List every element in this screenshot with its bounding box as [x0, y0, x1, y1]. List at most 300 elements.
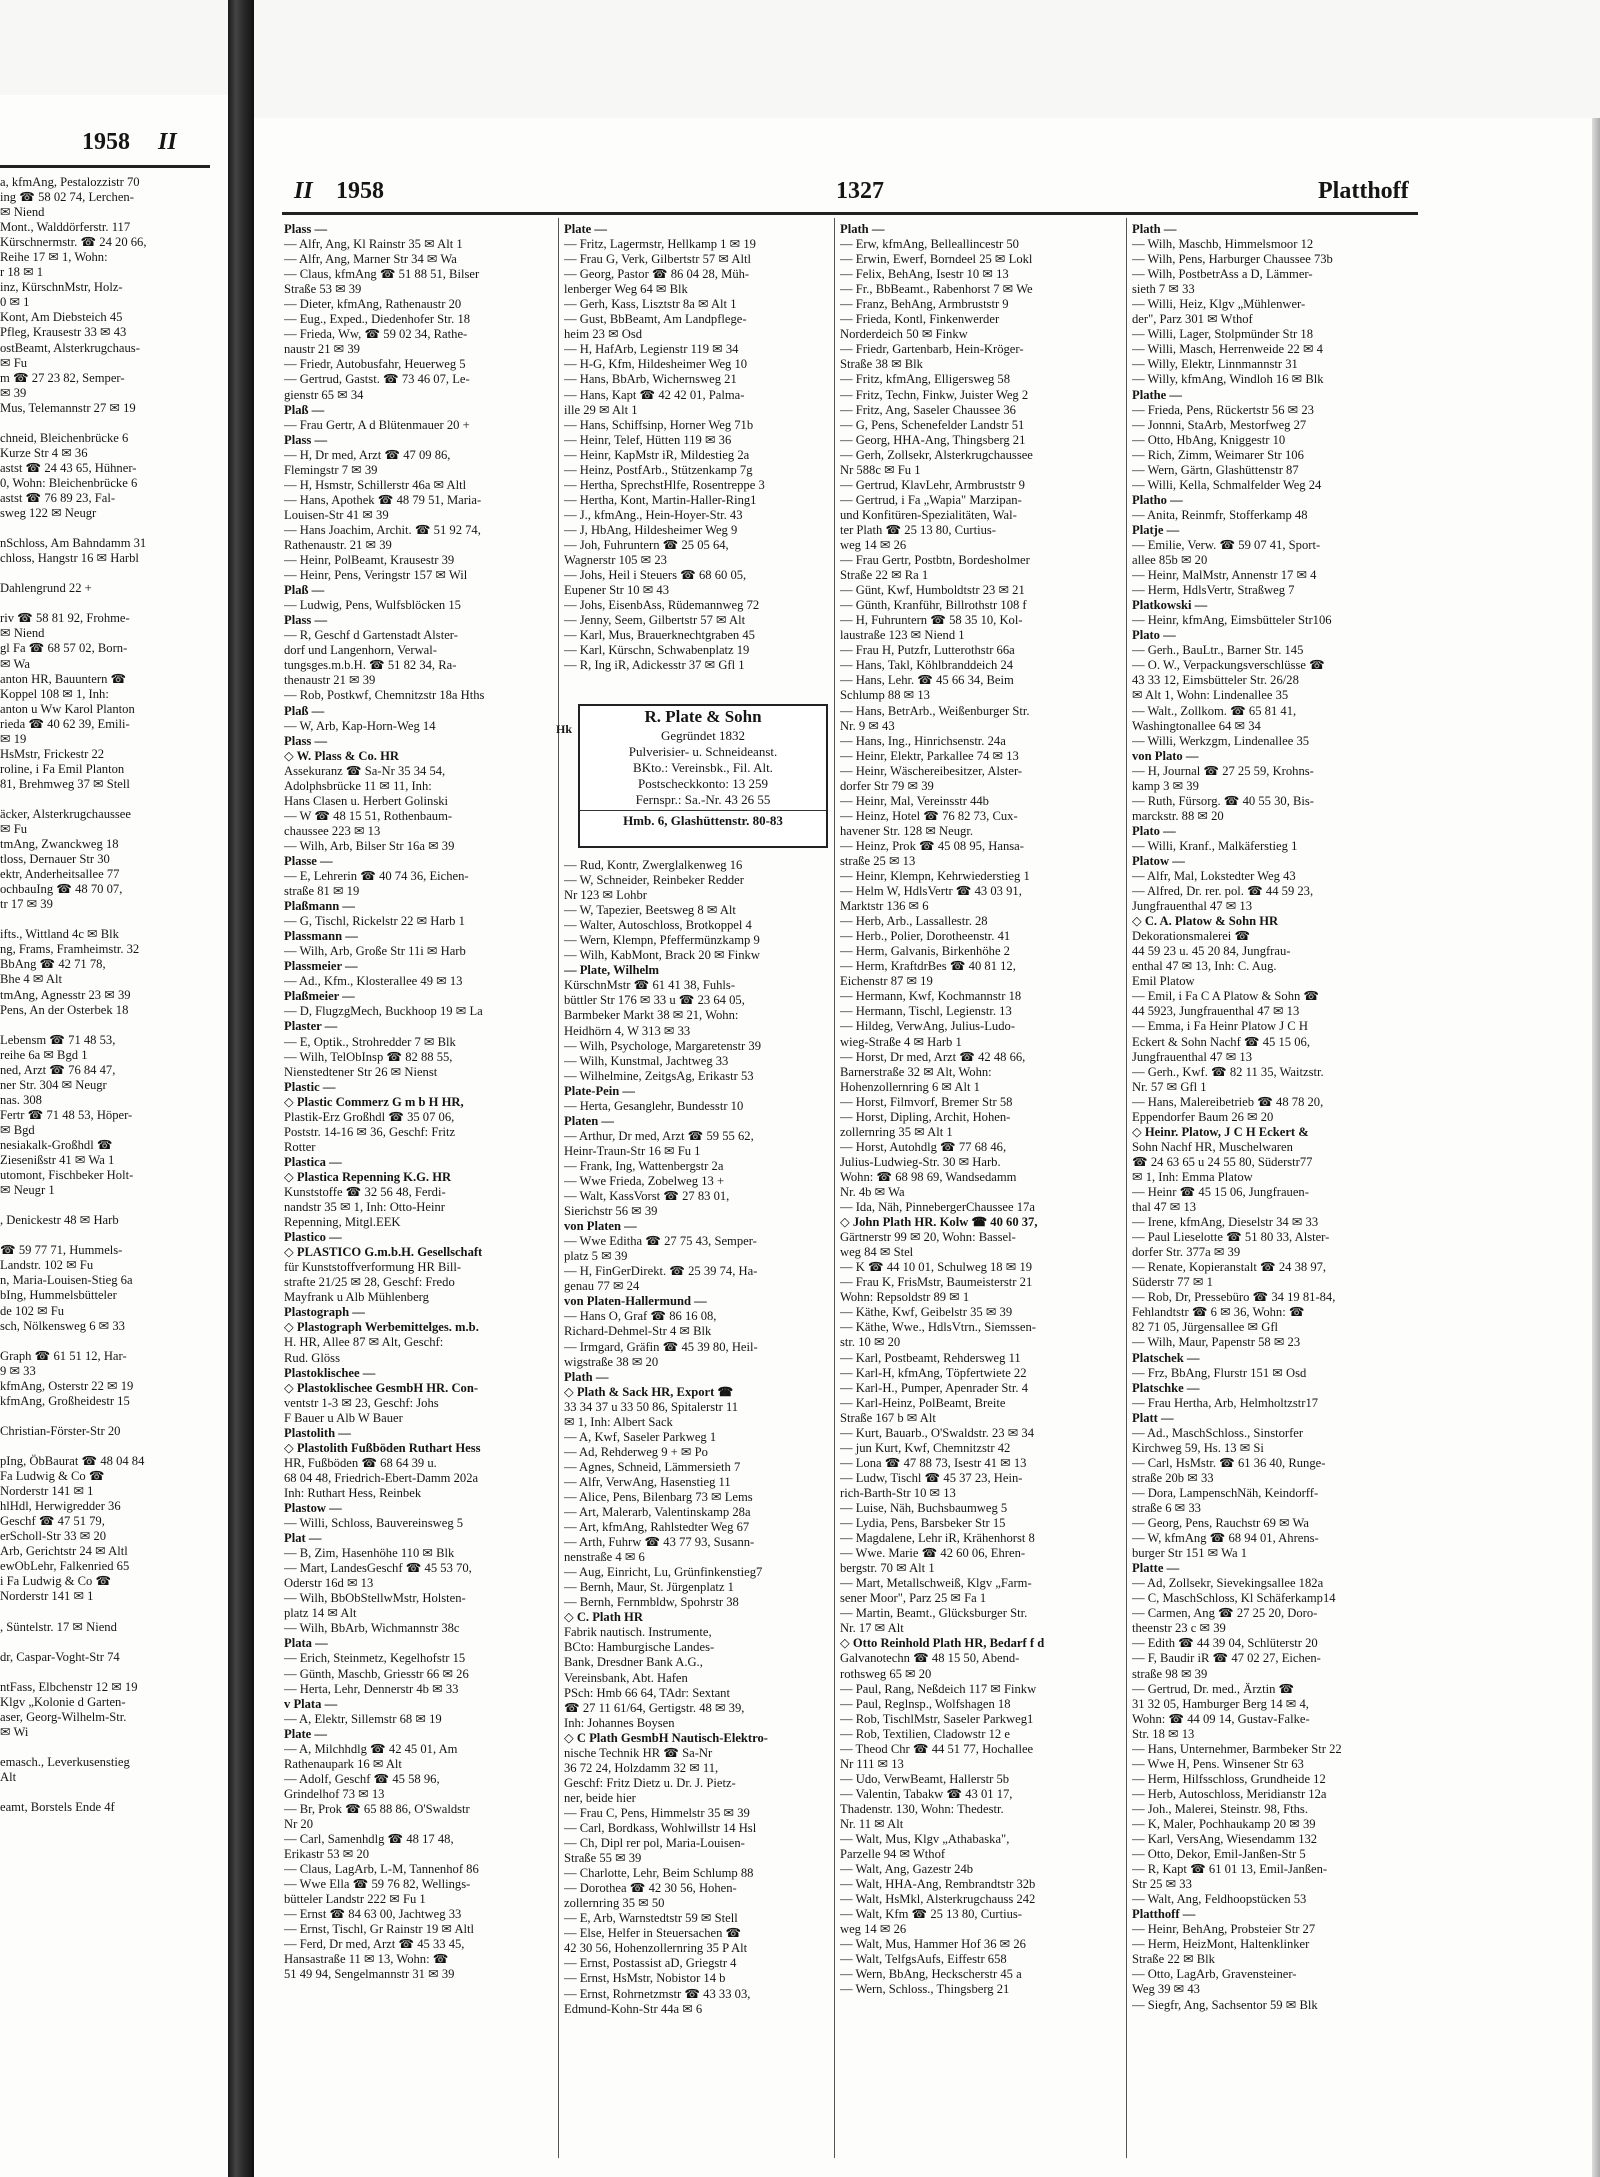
- directory-line: — Walt, TelfgsAufs, Eiffestr 658: [840, 1952, 1007, 1967]
- directory-line: — Erwin, Ewerf, Borndeel 25 ✉ Lokl: [840, 252, 1033, 267]
- directory-line: — Karl, Postbeamt, Rehdersweg 11: [840, 1350, 1021, 1365]
- directory-line: — Wilh, Psychologe, Margaretenstr 39: [564, 1038, 761, 1053]
- directory-line: Rud. Glöss: [284, 1350, 340, 1365]
- directory-line: — Wwe H, Pens. Winsener Str 63: [1132, 1756, 1304, 1771]
- directory-line: rieda ☎ 40 62 39, Emili-: [0, 716, 130, 731]
- directory-line: Wohn: ☎ 44 09 14, Gustav-Falke-: [1132, 1711, 1310, 1726]
- directory-line: 42 30 56, Hohenzollernring 35 P Alt: [564, 1941, 748, 1956]
- directory-line: — G, Pens, Schenefelder Landstr 51: [840, 417, 1025, 432]
- directory-line: der", Parz 301 ✉ Wthof: [1132, 312, 1253, 327]
- directory-line: utomont, Fischbeker Holt-: [0, 1168, 134, 1183]
- directory-line: n, Maria-Louisen-Stieg 6a: [0, 1273, 133, 1288]
- directory-line: — Herb, Arb., Lassallestr. 28: [840, 914, 988, 929]
- directory-line: Plastik-Erz Großhdl ☎ 35 07 06,: [284, 1109, 455, 1124]
- directory-line: Plath —: [840, 222, 885, 236]
- directory-line: Platthoff —: [1132, 1907, 1196, 1922]
- directory-line: Platt —: [1132, 1410, 1174, 1425]
- directory-line: Parzelle 94 ✉ Wthof: [840, 1847, 946, 1862]
- directory-line: ✉ Wa: [0, 656, 30, 671]
- directory-line: Nr. 17 ✉ Alt: [840, 1621, 904, 1636]
- directory-line: — Walt, HsMkl, Alsterkrugchauss 242: [840, 1892, 1036, 1907]
- directory-line: — Willi, Kranf., Malkäferstieg 1: [1132, 838, 1298, 853]
- directory-line: Pens, An der Osterbek 18: [0, 1002, 129, 1017]
- directory-line: — Frau Gertr, A d Blütenmauer 20 +: [284, 417, 470, 432]
- directory-line: — Frau Hertha, Arb, Helmholtzstr17: [1132, 1395, 1319, 1410]
- directory-line: naustr 21 ✉ 39: [284, 342, 360, 357]
- book-gutter: [228, 0, 254, 2177]
- directory-line: — Alfr, Ang, Kl Rainstr 35 ✉ Alt 1: [284, 237, 463, 252]
- directory-line: Edmund-Kohn-Str 44a ✉ 6: [564, 2001, 703, 2016]
- directory-line: Plastica —: [284, 1154, 342, 1169]
- directory-line: astst ☎ 76 89 23, Fal-: [0, 490, 116, 505]
- directory-line: ✉ 1, Inh: Emma Platow: [1132, 1169, 1253, 1184]
- directory-line: [0, 1439, 210, 1454]
- directory-line: Koppel 108 ✉ 1, Inh:: [0, 686, 109, 701]
- directory-line: Plate —: [564, 222, 608, 236]
- ad-line-3: Postscheckkonto: 13 259: [638, 776, 768, 791]
- directory-line: pIng, ÖbBaurat ☎ 48 04 84: [0, 1453, 145, 1468]
- directory-line: — Herb., Polier, Dorotheenstr. 41: [840, 929, 1011, 944]
- directory-line: — Käthe, Wwe., HdlsVtrn., Siemssen-: [840, 1320, 1036, 1335]
- directory-line: 44 5923, Jungfrauenthal 47 ✉ 13: [1132, 1004, 1300, 1019]
- directory-line: sch, Nölkensweg 6 ✉ 33: [0, 1318, 125, 1333]
- directory-line: — Günth, Maschb, Griesstr 66 ✉ 26: [284, 1666, 469, 1681]
- directory-line: [0, 416, 210, 431]
- directory-line: — Günt, Kwf, Humboldtstr 23 ✉ 21: [840, 583, 1025, 598]
- directory-line: — Wwe Editha ☎ 27 75 43, Semper-: [564, 1234, 757, 1249]
- directory-line: — Ch, Dipl rer pol, Maria-Louisen-: [564, 1836, 745, 1851]
- directory-line: bIng, Hummelsbütteler: [0, 1288, 117, 1303]
- directory-line: — Herm, KraftdrBes ☎ 40 81 12,: [840, 959, 1016, 974]
- directory-line: — Bernh, Maur, St. Jürgenplatz 1: [564, 1580, 734, 1595]
- directory-line: tmAng, Zwanckweg 18: [0, 837, 119, 852]
- directory-line: Plathe —: [1132, 387, 1183, 402]
- directory-line: von Platen —: [564, 1219, 637, 1234]
- directory-line: — W, Schneider, Reinbeker Redder: [564, 873, 744, 888]
- directory-line: — Kurt, Bauarb., O'Swaldstr. 23 ✉ 34: [840, 1425, 1035, 1440]
- directory-line: — W, Arb, Kap-Horn-Weg 14: [284, 718, 436, 733]
- directory-line: Nr. 57 ✉ Gfl 1: [1132, 1079, 1207, 1094]
- directory-line: Plato —: [1132, 823, 1176, 838]
- directory-line: straße 6 ✉ 33: [1132, 1500, 1201, 1515]
- directory-line: straße 98 ✉ 39: [1132, 1666, 1208, 1681]
- directory-line: — Wern, BbAng, Heckscherstr 45 a: [840, 1967, 1022, 1982]
- directory-line: BbAng ☎ 42 71 78,: [0, 957, 106, 972]
- directory-line: — Willy, kfmAng, Windloh 16 ✉ Blk: [1132, 372, 1324, 387]
- directory-line: — Wilh, Maur, Papenstr 58 ✉ 23: [1132, 1335, 1301, 1350]
- directory-line: Landstr. 102 ✉ Fu: [0, 1258, 94, 1273]
- directory-line: kfmAng, Großheidestr 15: [0, 1393, 130, 1408]
- directory-line: Geschf: Fritz Dietz u. Dr. J. Pietz-: [564, 1775, 736, 1790]
- directory-line: — W, Tapezier, Beetsweg 8 ✉ Alt: [564, 903, 736, 918]
- directory-line: ◇ Otto Reinhold Plath HR, Bedarf f d: [840, 1636, 1045, 1651]
- directory-line: Nr 20: [284, 1816, 314, 1831]
- directory-line: Kirchweg 59, Hs. 13 ✉ Si: [1132, 1440, 1264, 1455]
- directory-line: — Plate, Wilhelm: [564, 963, 660, 978]
- directory-line: — Hertha, Kont, Martin-Haller-Ring1: [564, 492, 757, 507]
- directory-line: chneid, Bleichenbrücke 6: [0, 430, 129, 445]
- directory-line: — Hans Joachim, Archit. ☎ 51 92 74,: [284, 522, 481, 537]
- directory-line: — Eug., Exped., Diedenhofer Str. 18: [284, 312, 471, 327]
- directory-line: Fehlandtstr ☎ 6 ✉ 36, Wohn: ☎: [1132, 1305, 1305, 1320]
- directory-line: Plass —: [284, 613, 328, 628]
- directory-line: und Konfitüren-Spezialitäten, Wal-: [840, 507, 1017, 522]
- directory-line: — Willi, Masch, Herrenweide 22 ✉ 4: [1132, 342, 1323, 357]
- directory-line: — Gertrud, i Fa „Wapia" Marzipan-: [840, 492, 1022, 507]
- directory-line: — Fr., BbBeamt., Rabenhorst 7 ✉ We: [840, 282, 1033, 297]
- directory-line: Erikastr 53 ✉ 20: [284, 1847, 370, 1862]
- directory-line: — Frieda, Kontl, Finkenwerder: [840, 312, 1000, 327]
- directory-line: — Erich, Steinmetz, Kegelhofstr 15: [284, 1651, 466, 1666]
- directory-line: ✉ Niend: [0, 205, 45, 220]
- directory-line: — Paul Lieselotte ☎ 51 80 33, Alster-: [1132, 1230, 1330, 1245]
- directory-line: gl Fa ☎ 68 57 02, Born-: [0, 641, 128, 656]
- directory-line: — Günth, Kranführ, Billrothstr 108 f: [840, 598, 1027, 613]
- directory-line: Rathenaustr. 21 ✉ 39: [284, 537, 392, 552]
- directory-line: Alt: [0, 1769, 17, 1784]
- directory-line: — Wilhelmine, ZeitgsAg, Erikastr 53: [564, 1068, 754, 1083]
- directory-line: 0 ✉ 1: [0, 295, 30, 310]
- directory-line: — Herm, HdlsVertr, Straßweg 7: [1132, 583, 1295, 598]
- directory-line: Oderstr 16d ✉ 13: [284, 1576, 374, 1591]
- directory-line: burger Str 151 ✉ Wa 1: [1132, 1546, 1248, 1561]
- directory-line: — Agnes, Schneid, Lämmersieth 7: [564, 1459, 741, 1474]
- page-edge: [1592, 118, 1600, 2177]
- directory-line: ✉ 39: [0, 385, 27, 400]
- directory-line: Wohn: ☎ 68 98 69, Wandsedamm: [840, 1169, 1017, 1184]
- directory-line: — Wwe Ella ☎ 59 76 82, Wellings-: [284, 1877, 471, 1892]
- directory-line: Richard-Dehmel-Str 4 ✉ Blk: [564, 1324, 712, 1339]
- directory-line: — Ad, Rehderweg 9 + ✉ Po: [564, 1444, 708, 1459]
- directory-line: kfmAng, Osterstr 22 ✉ 19: [0, 1378, 134, 1393]
- directory-line: platz 5 ✉ 39: [564, 1249, 628, 1264]
- directory-line: — Willi, Werkzgm, Lindenallee 35: [1132, 733, 1310, 748]
- directory-line: von Platen-Hallermund —: [564, 1294, 707, 1309]
- directory-line: weg 14 ✉ 26: [840, 1922, 907, 1937]
- directory-line: — Otto, Dekor, Emil-Janßen-Str 5: [1132, 1847, 1306, 1862]
- directory-line: ◇ Plastoklischee GesmbH HR. Con-: [284, 1380, 479, 1395]
- directory-line: — Horst, Filmvorf, Bremer Str 58: [840, 1094, 1013, 1109]
- directory-line: — Felix, BehAng, Isestr 10 ✉ 13: [840, 267, 1009, 282]
- directory-line: — Heinr, MalMstr, Annenstr 17 ✉ 4: [1132, 568, 1317, 583]
- directory-line: Plaßmann —: [284, 899, 356, 914]
- directory-line: [0, 912, 210, 927]
- directory-line: Graph ☎ 61 51 12, Har-: [0, 1348, 127, 1363]
- directory-line: — Friedr, Gartenbarb, Hein-Kröger-: [840, 342, 1024, 357]
- directory-line: — Carl, HsMstr. ☎ 61 36 40, Runge-: [1132, 1455, 1326, 1470]
- directory-line: — Alfr, VerwAng, Hasenstieg 11: [564, 1474, 731, 1489]
- directory-line: — Willi, Lager, Stolpmünder Str 18: [1132, 327, 1313, 342]
- directory-line: — Heinr, BehAng, Probsteier Str 27: [1132, 1922, 1316, 1937]
- directory-line: — Frank, Ing, Wattenbergstr 2a: [564, 1158, 724, 1173]
- directory-line: — Jonnni, StaArb, Mestorfweg 27: [1132, 417, 1307, 432]
- directory-line: 9 ✉ 33: [0, 1363, 36, 1378]
- directory-line: emasch., Leverkusenstieg: [0, 1754, 130, 1769]
- directory-line: Inh: Johannes Boysen: [564, 1715, 675, 1730]
- directory-line: Lebensm ☎ 71 48 53,: [0, 1032, 116, 1047]
- directory-line: Plato —: [1132, 628, 1176, 643]
- directory-line: Flemingstr 7 ✉ 39: [284, 462, 378, 477]
- directory-line: Dahlengrund 22 +: [0, 581, 92, 596]
- directory-line: platz 14 ✉ Alt: [284, 1606, 357, 1621]
- directory-line: astst ☎ 24 43 65, Hühner-: [0, 460, 137, 475]
- directory-line: Plasse —: [284, 853, 333, 868]
- directory-line: — Hermann, Kwf, Kochmannstr 18: [840, 989, 1022, 1004]
- directory-line: 0, Wohn: Bleichenbrücke 6: [0, 475, 138, 490]
- directory-line: — Rich, Zimm, Weimarer Str 106: [1132, 447, 1304, 462]
- left-page-header-rule: [0, 165, 210, 168]
- ad-line-1: Pulverisier- u. Schneideanst.: [628, 744, 778, 759]
- directory-line: Sohn Nachf HR, Muschelwaren: [1132, 1139, 1293, 1154]
- directory-line: kamp 3 ✉ 39: [1132, 778, 1199, 793]
- directory-line: 81, Brehmweg 37 ✉ Stell: [0, 776, 130, 791]
- directory-line: Eckert & Sohn Nachf ☎ 45 15 06,: [1132, 1034, 1310, 1049]
- directory-line: roline, i Fa Emil Planton: [0, 761, 125, 776]
- directory-line: 51 49 94, Sengelmannstr 31 ✉ 39: [284, 1967, 455, 1982]
- directory-line: — K, Maler, Pochhaukamp 20 ✉ 39: [1132, 1816, 1316, 1831]
- directory-line: — Herm, Hilfsschloss, Grundheide 12: [1132, 1771, 1326, 1786]
- directory-line: — Heinz, PostfArb., Stützenkamp 7g: [564, 462, 753, 477]
- directory-line: Str. 18 ✉ 13: [1132, 1726, 1195, 1741]
- directory-line: nesiakalk-Großhdl ☎: [0, 1138, 113, 1152]
- ad-title: R. Plate & Sohn: [644, 707, 762, 726]
- directory-line: sweg 122 ✉ Neugr: [0, 506, 97, 521]
- directory-line: — Rob, TischlMstr, Saseler Parkweg1: [840, 1711, 1034, 1726]
- directory-line: thenaustr 21 ✉ 39: [284, 673, 376, 688]
- directory-line: — Irene, kfmAng, Dieselstr 34 ✉ 33: [1132, 1215, 1319, 1230]
- directory-line: — Heinr ☎ 45 15 06, Jungfrauen-: [1132, 1185, 1309, 1199]
- directory-line: — Ruth, Fürsorg. ☎ 40 55 30, Bis-: [1132, 793, 1314, 808]
- directory-line: ✉ Fu: [0, 822, 28, 837]
- directory-line: — Heinr, Elektr, Parkallee 74 ✉ 13: [840, 748, 1019, 763]
- directory-line: Galvanotechn ☎ 48 15 50, Abend-: [840, 1651, 1020, 1666]
- directory-line: — Ernst, Tischl, Gr Rainstr 19 ✉ Altl: [284, 1922, 475, 1937]
- directory-line: ventstr 1-3 ✉ 23, Geschf: Johs: [284, 1395, 439, 1410]
- directory-line: — Ernst, Rohrnetzmstr ☎ 43 33 03,: [564, 1986, 751, 2001]
- directory-line: — Heinr, Klempn, Kehrwiederstieg 1: [840, 869, 1030, 884]
- directory-line: 44 59 23 u. 45 20 84, Jungfrau-: [1132, 944, 1291, 959]
- directory-line: nSchloss, Am Bahndamm 31: [0, 536, 147, 551]
- directory-line: — Gerh., BauLtr., Barner Str. 145: [1132, 643, 1304, 658]
- directory-line: — Hans, BetrArb., Weißenburger Str.: [840, 703, 1030, 718]
- directory-line: — Walt, HHA-Ang, Rembrandtstr 32b: [840, 1877, 1036, 1892]
- directory-line: — H, FinGerDirekt. ☎ 25 39 74, Ha-: [564, 1264, 758, 1279]
- directory-line: — E, Lehrerin ☎ 40 74 36, Eichen-: [284, 869, 469, 884]
- directory-line: — Ludw, Tischl ☎ 45 37 23, Hein-: [840, 1470, 1023, 1485]
- left-page: [0, 95, 228, 2177]
- directory-line: — Willi, Heiz, Klgv „Mühlenwer-: [1132, 297, 1306, 312]
- directory-line: — Wilh, Pens, Harburger Chaussee 73b: [1132, 252, 1333, 267]
- directory-line: — Mart, LandesGeschf ☎ 45 53 70,: [284, 1561, 472, 1576]
- directory-line: Platte —: [1132, 1561, 1180, 1576]
- column-4: [1132, 222, 1422, 2157]
- directory-line: — Siegfr, Ang, Sachsentor 59 ✉ Blk: [1132, 1997, 1318, 2012]
- directory-line: — Heinr, Mal, Vereinsstr 44b: [840, 793, 989, 808]
- directory-line: — Heinr, KapMstr iR, Mildestieg 2a: [564, 447, 750, 462]
- directory-line: ned, Arzt ☎ 76 84 47,: [0, 1062, 116, 1077]
- directory-line: Julius-Ludwieg-Str. 30 ✉ Harb.: [840, 1154, 1001, 1169]
- directory-line: Kont, Am Diebsteich 45: [0, 310, 123, 325]
- column-divider: [834, 218, 835, 2158]
- directory-line: PSch: Hmb 66 64, TAdr: Sextant: [564, 1685, 730, 1700]
- directory-line: — H, HafArb, Legienstr 119 ✉ 34: [564, 342, 739, 357]
- directory-line: — Fritz, Lagermstr, Hellkamp 1 ✉ 19: [564, 237, 756, 252]
- directory-line: heim 23 ✉ Osd: [564, 327, 643, 342]
- directory-line: ✉ Wi: [0, 1724, 29, 1739]
- directory-line: — B, Zim, Hasenhöhe 110 ✉ Blk: [284, 1546, 455, 1561]
- directory-line: — Walt, Mus, Hammer Hof 36 ✉ 26: [840, 1937, 1026, 1952]
- directory-line: zollernring 35 ✉ 50: [564, 1896, 665, 1911]
- directory-line: — Karl-Heinz, PolBeamt, Breite: [840, 1395, 1006, 1410]
- directory-line: Straße 22 ✉ Ra 1: [840, 568, 929, 583]
- directory-line: ◇ Heinr. Platow, J C H Eckert &: [1132, 1124, 1309, 1139]
- directory-line: ✉ Neugr 1: [0, 1183, 55, 1198]
- directory-line: Kurze Str 4 ✉ 36: [0, 445, 88, 460]
- directory-line: tungsges.m.b.H. ☎ 51 82 34, Ra-: [284, 658, 457, 673]
- directory-line: erScholl-Str 33 ✉ 20: [0, 1529, 107, 1544]
- directory-line: — Frau K, FrisMstr, Baumeisterstr 21: [840, 1275, 1033, 1290]
- directory-line: — Johs, Heil i Steuers ☎ 68 60 05,: [564, 568, 747, 583]
- directory-line: — Joh., Malerei, Steinstr. 98, Fths.: [1132, 1801, 1308, 1816]
- directory-line: Plastograph —: [284, 1305, 365, 1320]
- directory-line: — Wwe. Marie ☎ 42 60 06, Ehren-: [840, 1546, 1026, 1561]
- directory-line: — Valentin, Tabakw ☎ 43 01 17,: [840, 1786, 1013, 1801]
- directory-line: Plath —: [564, 1369, 609, 1384]
- directory-line: ◇ Plath & Sack HR, Export ☎: [564, 1384, 734, 1399]
- directory-line: — Ad., Kfm., Klosterallee 49 ✉ 13: [284, 974, 463, 989]
- directory-line: — H, Fuhruntern ☎ 58 35 10, Kol-: [840, 613, 1023, 628]
- directory-line: — Frieda, Pens, Rückertstr 56 ✉ 23: [1132, 402, 1314, 417]
- directory-line: Plastic —: [284, 1079, 336, 1094]
- directory-line: nenstraße 4 ✉ 6: [564, 1550, 645, 1565]
- directory-line: — Frau Gertr, Postbtn, Bordesholmer: [840, 553, 1030, 568]
- directory-line: — Gerh, Zollsekr, Alsterkrugchaussee: [840, 447, 1033, 462]
- directory-line: — Helm W, HdlsVertr ☎ 43 03 91,: [840, 884, 1022, 899]
- directory-line: Schlump 88 ✉ 13: [840, 688, 930, 703]
- directory-line: de 102 ✉ Fu: [0, 1303, 65, 1318]
- directory-line: nandstr 35 ✉ 1, Inh: Otto-Heinr: [284, 1200, 445, 1215]
- directory-line: Straße 55 ✉ 39: [564, 1851, 642, 1866]
- directory-line: ✉ Fu: [0, 355, 28, 370]
- directory-line: — Wern, Klempn, Pfeffermünzkamp 9: [564, 933, 760, 948]
- directory-line: m ☎ 27 23 82, Semper-: [0, 370, 125, 385]
- ad-line-2: BKto.: Vereinsbk., Fil. Alt.: [633, 760, 773, 775]
- directory-line: Weg 39 ✉ 43: [1132, 1982, 1200, 1997]
- directory-line: Straße 22 ✉ Blk: [1132, 1952, 1215, 1967]
- directory-line: straße 20b ✉ 33: [1132, 1470, 1214, 1485]
- directory-line: — Willi, Schloss, Bauvereinsweg 5: [284, 1516, 464, 1531]
- directory-line: — Walt, Ang, Feldhoopstücken 53: [1132, 1892, 1307, 1907]
- directory-line: ochbauIng ☎ 48 70 07,: [0, 882, 123, 897]
- directory-line: Plaß —: [284, 703, 325, 718]
- directory-line: thal 47 ✉ 13: [1132, 1200, 1197, 1215]
- directory-line: — Ludwig, Pens, Wulfsblöcken 15: [284, 598, 461, 613]
- directory-line: — Mart, Metallschweiß, Klgv „Farm-: [840, 1576, 1032, 1591]
- directory-line: marckstr. 88 ✉ 20: [1132, 808, 1224, 823]
- directory-line: Fabrik nautisch. Instrumente,: [564, 1625, 712, 1640]
- directory-line: ✉ Alt 1, Wohn: Lindenallee 35: [1132, 688, 1289, 703]
- directory-line: r 18 ✉ 1: [0, 265, 44, 280]
- directory-line: Bank, Dresdner Bank A.G.,: [564, 1655, 703, 1670]
- directory-line: Norderstr 141 ✉ 1: [0, 1589, 94, 1604]
- directory-line: ◇ Plastica Repenning K.G. HR: [284, 1169, 452, 1184]
- directory-line: äcker, Alsterkrugchaussee: [0, 806, 131, 821]
- directory-line: — Alfr, Mal, Lokstedter Weg 43: [1132, 869, 1296, 884]
- directory-line: ostBeamt, Alsterkrugchaus-: [0, 340, 140, 355]
- directory-line: straße 81 ✉ 19: [284, 884, 360, 899]
- directory-line: — Franz, BehAng, Armbruststr 9: [840, 297, 1009, 312]
- directory-line: — Wilh, BbObStellwMstr, Holsten-: [284, 1591, 466, 1606]
- directory-line: [0, 1785, 210, 1800]
- directory-line: — Frau G, Verk, Gilbertstr 57 ✉ Altl: [564, 252, 751, 267]
- directory-line: — Hans, Lehr. ☎ 45 66 34, Beim: [840, 673, 1014, 688]
- directory-line: — Heinz, Prok ☎ 45 08 95, Hansa-: [840, 838, 1024, 853]
- directory-line: — Joh, Fuhruntern ☎ 25 05 64,: [564, 537, 729, 552]
- header-running-name: Platthoff: [1318, 178, 1409, 204]
- directory-line: Nr 123 ✉ Lohbr: [564, 888, 647, 903]
- directory-line: Hansastraße 11 ✉ 13, Wohn: ☎: [284, 1952, 449, 1967]
- directory-line: — Ferd, Dr med, Arzt ☎ 45 33 45,: [284, 1937, 465, 1952]
- directory-line: — Irmgard, Gräfin ☎ 45 39 80, Heil-: [564, 1339, 758, 1354]
- directory-line: Platow —: [1132, 853, 1185, 868]
- directory-line: — Wilh, PostbetrAss a D, Lämmer-: [1132, 267, 1313, 282]
- directory-line: — A, Elektr, Sillemstr 68 ✉ 19: [284, 1711, 442, 1726]
- directory-line: [0, 1665, 210, 1680]
- directory-line: — Gust, BbBeamt, Am Landpflege-: [564, 312, 747, 327]
- directory-line: Mayfrank u Alb Mühlenberg: [284, 1290, 429, 1305]
- directory-line: — Hans, Kapt ☎ 42 42 01, Palma-: [564, 387, 745, 402]
- directory-line: Eichenstr 87 ✉ 19: [840, 974, 933, 989]
- directory-line: ifts., Wittland 4c ✉ Blk: [0, 927, 119, 942]
- directory-line: für Kunststoffverformung HR Bill-: [284, 1260, 462, 1275]
- directory-line: — J, HbAng, Hildesheimer Weg 9: [564, 522, 738, 537]
- directory-line: — Carmen, Ang ☎ 27 25 20, Doro-: [1132, 1606, 1318, 1621]
- directory-line: rothsweg 65 ✉ 20: [840, 1666, 932, 1681]
- directory-line: — Heinr, Telef, Hütten 119 ✉ 36: [564, 432, 732, 447]
- directory-line: ☎ 24 63 65 u 24 55 80, Süderstr77: [1132, 1154, 1313, 1169]
- left-page-volume: II: [158, 129, 177, 155]
- directory-line: 36 72 24, Holzdamm 32 ✉ 11,: [564, 1760, 719, 1775]
- directory-line: — Georg, HHA-Ang, Thingsberg 21: [840, 432, 1026, 447]
- directory-line: — Hans, Malereibetrieb ☎ 48 78 20,: [1132, 1094, 1324, 1109]
- directory-line: ille 29 ✉ Alt 1: [564, 402, 638, 417]
- directory-line: str. 10 ✉ 20: [840, 1335, 901, 1350]
- directory-line: — Erw, kfmAng, Belleallincestr 50: [840, 237, 1019, 252]
- directory-line: [0, 1740, 210, 1755]
- directory-line: Assekuranz ☎ Sa-Nr 35 34 54,: [284, 763, 446, 778]
- directory-line: ing ☎ 58 02 74, Lerchen-: [0, 190, 134, 205]
- directory-line: — Gertrud, Dr. med., Ärztin ☎: [1132, 1681, 1295, 1696]
- directory-line: — Horst, Dipling, Archit, Hohen-: [840, 1109, 1011, 1124]
- directory-line: — Emilie, Verw. ☎ 59 07 41, Sport-: [1132, 537, 1321, 552]
- directory-line: reihe 6a ✉ Bgd 1: [0, 1047, 88, 1062]
- directory-line: Plastow —: [284, 1500, 342, 1515]
- directory-line: — Wilh, BbArb, Wichmannstr 38c: [284, 1621, 460, 1636]
- directory-line: Rotter: [284, 1139, 316, 1154]
- directory-line: ektr, Anderheitsallee 77: [0, 867, 120, 882]
- directory-line: BCto: Hamburgische Landes-: [564, 1640, 715, 1655]
- directory-line: — Friedr, Autobusfahr, Heuerweg 5: [284, 357, 466, 372]
- directory-line: ◇ Plastic Commerz G m b H HR,: [284, 1094, 464, 1109]
- directory-line: Plass —: [284, 432, 328, 447]
- directory-line: Nr. 4b ✉ Wa: [840, 1185, 905, 1199]
- directory-line: Christian-Förster-Str 20: [0, 1423, 121, 1438]
- directory-line: Plastolith —: [284, 1425, 351, 1440]
- directory-line: ntFass, Elbchenstr 12 ✉ 19: [0, 1679, 138, 1694]
- directory-line: Plastoklischee —: [284, 1365, 376, 1380]
- directory-line: — Frz, BbAng, Flurstr 151 ✉ Osd: [1132, 1365, 1307, 1380]
- directory-line: Fa Ludwig & Co ☎: [0, 1469, 105, 1484]
